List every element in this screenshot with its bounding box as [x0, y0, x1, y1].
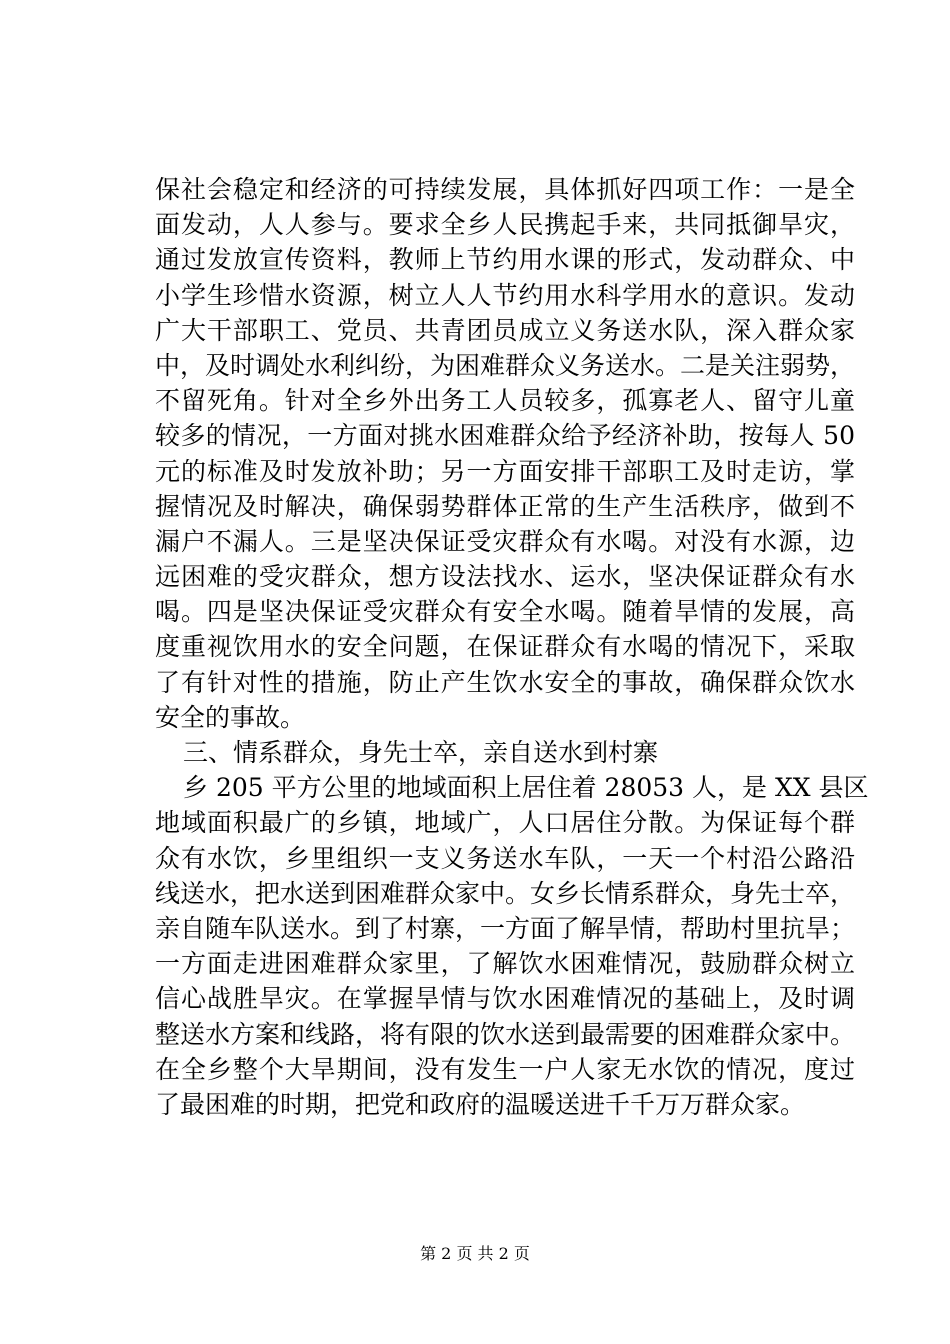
paragraph-line: 信心战胜旱灾。在掌握旱情与饮水困难情况的基础上，及时调: [155, 984, 855, 1014]
paragraph-line: 不留死角。针对全乡外出务工人员较多，孤寡老人、留守儿童: [155, 386, 855, 416]
paragraph-line: 保社会稳定和经济的可持续发展，具体抓好四项工作：一是全: [155, 175, 855, 204]
paragraph-line: 了最困难的时期，把党和政府的温暖送进千千万万群众家。: [155, 1089, 806, 1119]
paragraph-line: 较多的情况，一方面对挑水困难群众给予经济补助，按每人 50: [155, 421, 855, 451]
paragraph-line: 广大干部职工、党员、共青团员成立义务送水队，深入群众家: [155, 315, 855, 345]
paragraph-line: 中，及时调处水利纠纷，为困难群众义务送水。二是关注弱势，: [155, 350, 856, 380]
paragraph-line: 整送水方案和线路，将有限的饮水送到最需要的困难群众家中。: [155, 1019, 856, 1049]
paragraph-line: 面发动，人人参与。要求全乡人民携起手来，共同抵御旱灾，: [155, 210, 855, 240]
paragraph-line: 通过发放宣传资料，教师上节约用水课的形式，发动群众、中: [155, 245, 855, 275]
paragraph-line: 一方面走进困难群众家里，了解饮水困难情况，鼓励群众树立: [155, 949, 855, 979]
paragraph-line: 喝。四是坚决保证受灾群众有安全水喝。随着旱情的发展，高: [155, 597, 855, 627]
paragraph-line: 安全的事故。: [155, 702, 306, 732]
section-heading: 三、情系群众，身先士卒，亲自送水到村寨: [183, 738, 659, 767]
paragraph-line: 了有针对性的措施，防止产生饮水安全的事故，确保群众饮水: [155, 667, 855, 697]
page-number-footer: 第 2 页 共 2 页: [420, 1244, 530, 1263]
paragraph-line: 远困难的受灾群众，想方设法找水、运水，坚决保证群众有水: [155, 562, 855, 592]
paragraph-line: 乡 205 平方公里的地域面积上居住着 28053 人，是 XX 县区: [183, 773, 869, 803]
paragraph-line: 线送水，把水送到困难群众家中。女乡长情系群众，身先士卒，: [155, 878, 856, 908]
paragraph-line: 地域面积最广的乡镇，地域广，人口居住分散。为保证每个群: [155, 808, 855, 838]
paragraph-line: 度重视饮用水的安全问题，在保证群众有水喝的情况下，采取: [155, 632, 855, 662]
paragraph-line: 亲自随车队送水。到了村寨，一方面了解旱情，帮助村里抗旱；: [155, 913, 856, 943]
paragraph-line: 小学生珍惜水资源，树立人人节约用水科学用水的意识。发动: [155, 280, 855, 310]
paragraph-line: 握情况及时解决，确保弱势群体正常的生产生活秩序，做到不: [155, 491, 855, 521]
paragraph-line: 漏户不漏人。三是坚决保证受灾群众有水喝。对没有水源，边: [155, 526, 855, 556]
document-body: [155, 172, 869, 1122]
paragraph-line: 在全乡整个大旱期间，没有发生一户人家无水饮的情况，度过: [155, 1054, 855, 1084]
paragraph-line: 众有水饮，乡里组织一支义务送水车队，一天一个村沿公路沿: [155, 843, 855, 873]
paragraph-line: 元的标准及时发放补助；另一方面安排干部职工及时走访，掌: [155, 456, 855, 486]
